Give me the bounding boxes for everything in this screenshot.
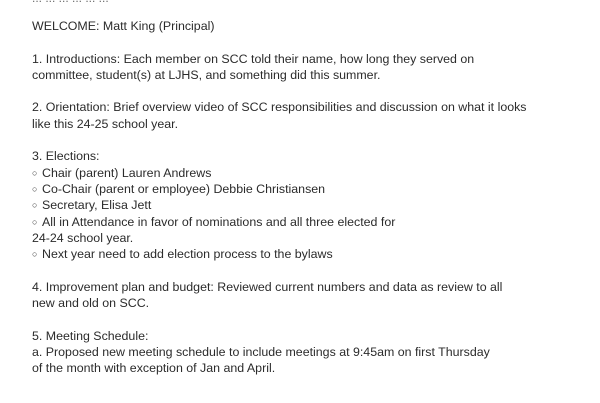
- spacer: [32, 34, 592, 50]
- welcome-line: WELCOME: Matt King (Principal): [32, 19, 215, 33]
- elections-bullet-bylaws: ○ Next year need to add election process to the bylaws: [32, 246, 592, 262]
- elections-continuation: 24-24 school year.: [32, 230, 134, 245]
- improvement-line-1: 4. Improvement plan and budget: Reviewed current numbers and data as review to all: [32, 279, 503, 294]
- meeting-heading: 5. Meeting Schedule:: [32, 328, 149, 343]
- spacer: [32, 83, 592, 99]
- meeting-line-2: of the month with exception of Jan and April.: [32, 361, 276, 376]
- section-orientation: [32, 99, 592, 132]
- spacer: [32, 132, 592, 148]
- spacer: [32, 262, 592, 278]
- section-improvement: [32, 279, 592, 312]
- meeting-line-1: a. Proposed new meeting schedule to include meetings at 9:45am on first Thursday: [32, 344, 490, 359]
- introductions-line-1: 1. Introductions: Each member on SCC told their name, how long they served on: [32, 51, 475, 66]
- elections-bullet-cochair: ○ Co-Chair (parent or employee) Debbie Christiansen: [32, 181, 592, 197]
- elections-heading: 3. Elections:: [32, 149, 100, 164]
- elections-bullet-attendance: ○ All in Attendance in favor of nominations and all three elected for: [32, 214, 592, 230]
- meeting-minutes-document: [32, 0, 592, 377]
- spacer: [32, 311, 592, 327]
- section-introductions: [32, 51, 592, 84]
- orientation-line-1: 2. Orientation: Brief overview video of SCC responsibilities and discussion on what it looks: [32, 100, 527, 115]
- improvement-line-2: new and old on SCC.: [32, 296, 150, 311]
- elections-bullet-secretary: ○ Secretary, Elisa Jett: [32, 197, 592, 213]
- section-meeting-schedule: [32, 328, 592, 377]
- introductions-line-2: committee, student(s) at LJHS, and something did this summer.: [32, 67, 381, 82]
- section-elections: [32, 148, 592, 262]
- orientation-line-2: like this 24-25 school year.: [32, 116, 179, 131]
- elections-bullet-chair: ○ Chair (parent) Lauren Andrews: [32, 165, 592, 181]
